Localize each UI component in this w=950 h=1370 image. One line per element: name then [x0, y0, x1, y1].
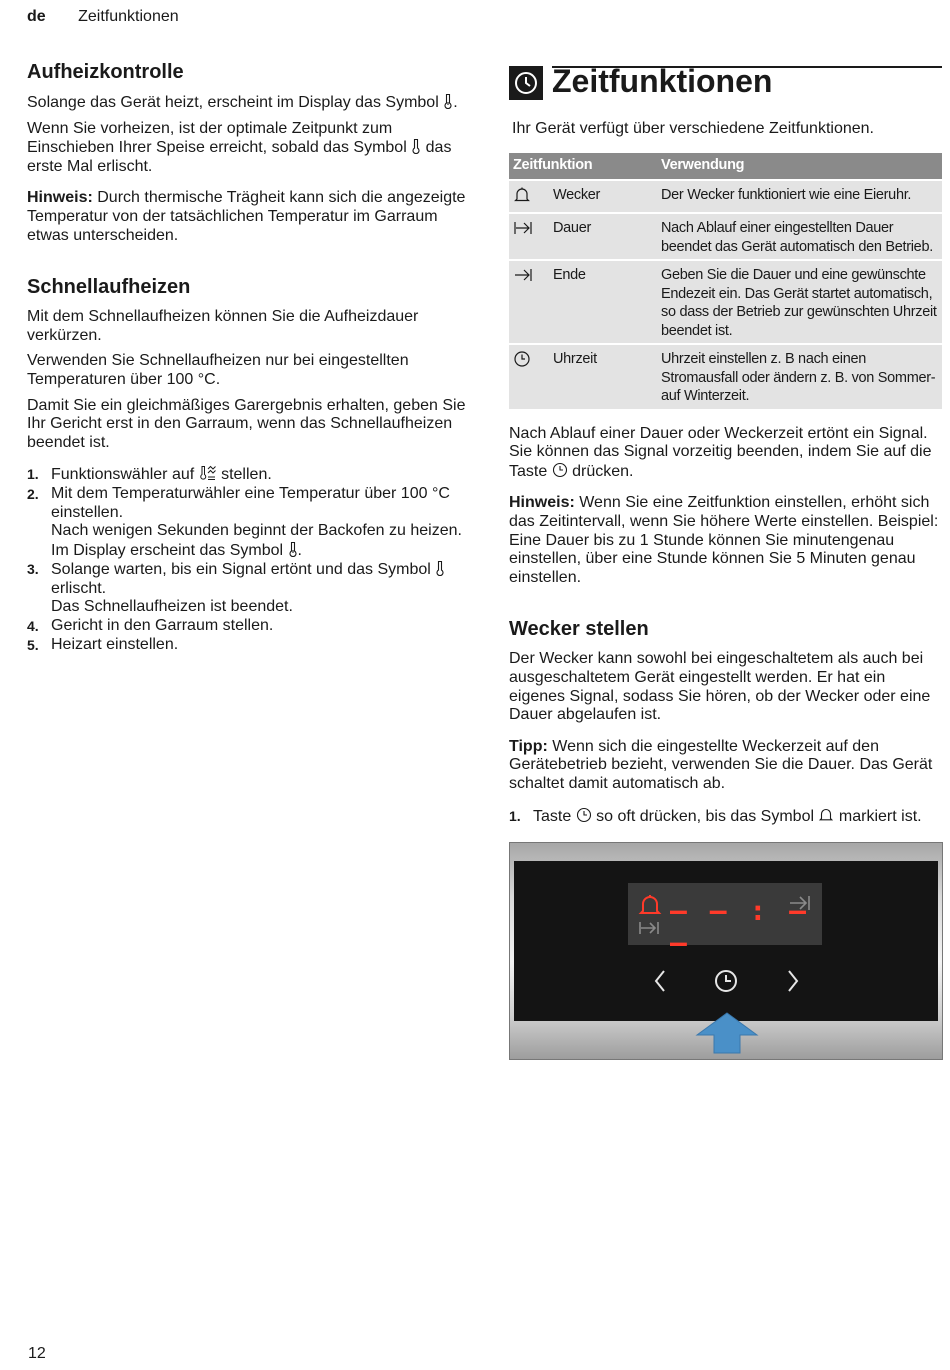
- display-time: – – : – –: [670, 894, 810, 959]
- hint-paragraph: Hinweis: Durch thermische Trägheit kann sich die angezeigte Temperatur von der tatsächlichen Temperatur im Garraum etwas unterscheiden.: [27, 189, 466, 244]
- table-header-usage: Verwendung: [657, 153, 942, 180]
- duration-icon: [509, 213, 549, 260]
- table-cell-name: Ende: [549, 260, 657, 344]
- tip-paragraph: Tipp: Wenn sich die eingestellte Weckerzeit auf den Gerätebetrieb bezieht, verwenden Sie die Dauer. Das Gerät schaltet damit automatisch ab.: [509, 737, 933, 792]
- panel-display: [628, 883, 822, 959]
- heading-schnellaufheizen: Schnellaufheizen: [27, 276, 191, 299]
- left-column: [27, 60, 467, 654]
- paragraph: Nach Ablauf einer Dauer oder Weckerzeit ertönt ein Signal. Sie können das Signal vorzeitig beenden, indem Sie auf die Taste drücken.: [509, 424, 932, 480]
- table-cell-name: Wecker: [549, 180, 657, 214]
- thermometer-icon: [411, 138, 421, 154]
- bell-icon: [509, 180, 549, 214]
- duration-icon: [638, 919, 660, 943]
- thermometer-icon: [443, 93, 453, 109]
- paragraph: Mit dem Schnellaufheizen können Sie die Aufheizdauer verkürzen.: [27, 308, 419, 344]
- rapid-heat-icon: [199, 465, 217, 481]
- table-cell-name: Dauer: [549, 213, 657, 260]
- table-header-function: Zeitfunktion: [509, 153, 657, 180]
- end-icon: [788, 893, 812, 919]
- page-number: 12: [28, 1345, 46, 1362]
- paragraph: Solange das Gerät heizt, erscheint im Display das Symbol .: [27, 94, 458, 111]
- page-header: [27, 8, 179, 27]
- hint-paragraph: Hinweis: Wenn Sie eine Zeitfunktion einstellen, erhöht sich das Zeitintervall, wenn Sie höhere Werte einstellen. Beispiel: Eine Dauer bis zu 1 Stunde können Sie minutengenau einstellen, über eine Stunde können Sie 5 Minuten genau einstellen.: [509, 494, 939, 586]
- list-item: 5. Heizart einstellen.: [27, 635, 179, 653]
- chevron-left-icon[interactable]: [653, 969, 667, 999]
- paragraph: Verwenden Sie Schnellaufheizen nur bei eingestellten Temperaturen über 100 °C.: [27, 352, 409, 388]
- clock-button[interactable]: [713, 968, 739, 1000]
- paragraph: Damit Sie ein gleichmäßiges Garergebnis erhalten, geben Sie Ihr Gericht erst in den Garraum, wenn das Schnellaufheizen beendet ist.: [27, 396, 466, 451]
- table-row: [509, 180, 942, 214]
- clock-icon: [552, 462, 568, 478]
- arrow-up-indicator: [694, 1011, 760, 1061]
- steps-list: [27, 465, 467, 654]
- table-row: [509, 260, 942, 344]
- list-item: 1. Funktionswähler auf stellen.: [27, 466, 272, 484]
- table-cell-use: Geben Sie die Dauer und eine gewünschte Endezeit ein. Das Gerät startet automatisch, so dass der Betrieb zur gewünschten Uhrzeit beendet ist.: [657, 260, 942, 344]
- table-row: [509, 344, 942, 409]
- thermometer-icon: [435, 560, 445, 576]
- table-cell-use: Der Wecker funktioniert wie eine Eieruhr.: [657, 180, 942, 214]
- section-title: Zeitfunktionen: [78, 8, 179, 25]
- chapter-title-block: [509, 60, 942, 100]
- clock-icon: [509, 66, 543, 100]
- table-header-row: [509, 153, 942, 180]
- list-item: 4. Gericht in den Garraum stellen.: [27, 617, 274, 635]
- panel-glass: [514, 861, 938, 1021]
- paragraph: Wenn Sie vorheizen, ist der optimale Zeitpunkt zum Einschieben Ihrer Speise erreicht, sobald das Symbol das erste Mal erlischt.: [27, 119, 452, 175]
- list-item: 2. Mit dem Temperaturwähler eine Temperatur über 100 °C einstellen. Nach wenigen Sekunden beginnt der Backofen zu heizen. Im Display erscheint das Symbol .: [27, 484, 462, 559]
- table-cell-name: Uhrzeit: [549, 344, 657, 409]
- heading-wecker-stellen: Wecker stellen: [509, 618, 649, 641]
- heading-aufheizkontrolle: Aufheizkontrolle: [27, 61, 184, 83]
- thermometer-icon: [288, 541, 298, 557]
- clock-icon: [576, 807, 592, 823]
- paragraph: Der Wecker kann sowohl bei eingeschaltetem als auch bei ausgeschaltetem Gerät eingestellt werden. Er hat ein eigenes Signal, sodass Sie hören, ob der Wecker oder eine Dauer abgelaufen ist.: [509, 650, 931, 724]
- table-row: [509, 213, 942, 260]
- chapter-title: Zeitfunktionen: [552, 63, 773, 99]
- chevron-right-icon[interactable]: [786, 969, 800, 999]
- language-code: de: [27, 8, 46, 25]
- list-item: 1. Taste so oft drücken, bis das Symbol markiert ist.: [509, 807, 922, 825]
- end-icon: [509, 260, 549, 344]
- right-column: [509, 60, 942, 826]
- steps-list: [509, 807, 942, 827]
- time-functions-table: [509, 153, 942, 409]
- table-cell-use: Uhrzeit einstellen z. B nach einen Stromausfall oder ändern z. B. von Sommer- auf Winterzeit.: [657, 344, 942, 409]
- bell-icon: [818, 807, 834, 823]
- intro-text: Ihr Gerät verfügt über verschiedene Zeitfunktionen.: [512, 120, 874, 137]
- control-panel-illustration: [509, 842, 943, 1060]
- clock-icon: [509, 344, 549, 409]
- list-item: 3. Solange warten, bis ein Signal ertönt und das Symbol erlischt. Das Schnellaufheizen ist beendet.: [27, 560, 467, 617]
- table-cell-use: Nach Ablauf einer eingestellten Dauer beendet das Gerät automatisch den Betrieb.: [657, 213, 942, 260]
